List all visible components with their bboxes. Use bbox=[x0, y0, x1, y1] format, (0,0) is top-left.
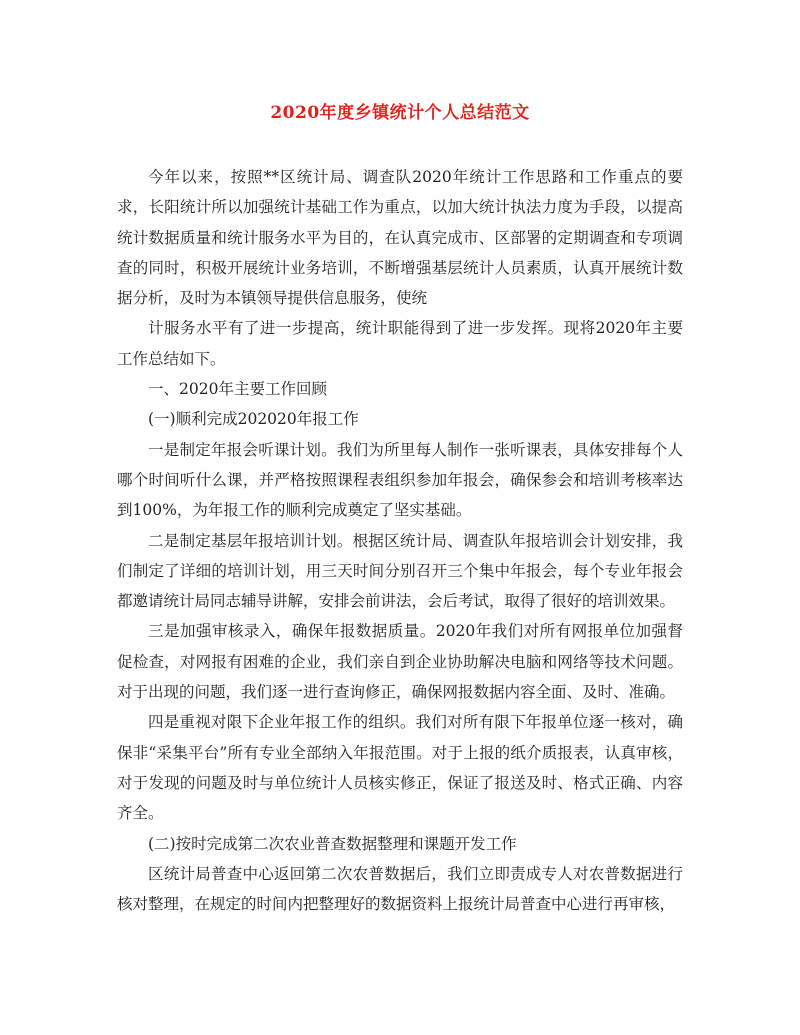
paragraph: 今年以来，按照**区统计局、调查队2020年统计工作思路和工作重点的要求，长阳统计所以加强统计基础工作为重点，以加大统计执法力度为手段，以提高统计数据质量和统计服务水平为目的，在认真完成市、区部署的定期调查和专项调查的同时，积极开展统计业务培训，不断增强基层统计人员素质，认真开展统计数据分析，及时为本镇领导提供信息服务，使统 bbox=[117, 168, 683, 308]
paragraph: 三是加强审核录入，确保年报数据质量。2020年我们对所有网报单位加强督促检查，对网报有困难的企业，我们亲自到企业协助解决电脑和网络等技术问题。对于出现的问题，我们逐一进行查询修正，确保网报数据内容全面、及时、准确。 bbox=[117, 622, 683, 702]
paragraph: 计服务水平有了进一步提高，统计职能得到了进一步发挥。现将2020年主要工作总结如下。 bbox=[117, 319, 683, 368]
paragraph: 四是重视对限下企业年报工作的组织。我们对所有限下年报单位逐一核对，确保非“采集平台”所有专业全部纳入年报范围。对于上报的纸介质报表，认真审核，对于发现的问题及时与单位统计人员核实修正，保证了报送及时、格式正确、内容齐全。 bbox=[117, 713, 683, 823]
paragraph: 区统计局普查中心返回第二次农普数据后，我们立即责成专人对农普数据进行核对整理，在规定的时间内把整理好的数据资料上报统计局普查中心进行再审核， bbox=[117, 864, 683, 914]
paragraph: 一是制定年报会听课计划。我们为所里每人制作一张听课表，具体安排每个人哪个时间听什么课，并严格按照课程表组织参加年报会，确保参会和培训考核率达到100%，为年报工作的顺利完成奠定了坚实基础。 bbox=[117, 440, 683, 520]
section-heading: 一、2020年主要工作回顾 bbox=[148, 380, 327, 399]
paragraph: 二是制定基层年报培训计划。根据区统计局、调查队年报培训会计划安排，我们制定了详细的培训计划，用三天时间分别召开三个集中年报会，每个专业年报会都邀请统计局同志辅导讲解，安排会前讲法，会后考试，取得了很好的培训效果。 bbox=[117, 531, 683, 611]
document-title: 2020年度乡镇统计个人总结范文 bbox=[270, 103, 530, 123]
subsection-heading: (一)顺利完成202020年报工作 bbox=[148, 410, 359, 429]
document-body bbox=[117, 162, 683, 919]
subsection-heading: (二)按时完成第二次农业普查数据整理和课题开发工作 bbox=[148, 834, 517, 853]
